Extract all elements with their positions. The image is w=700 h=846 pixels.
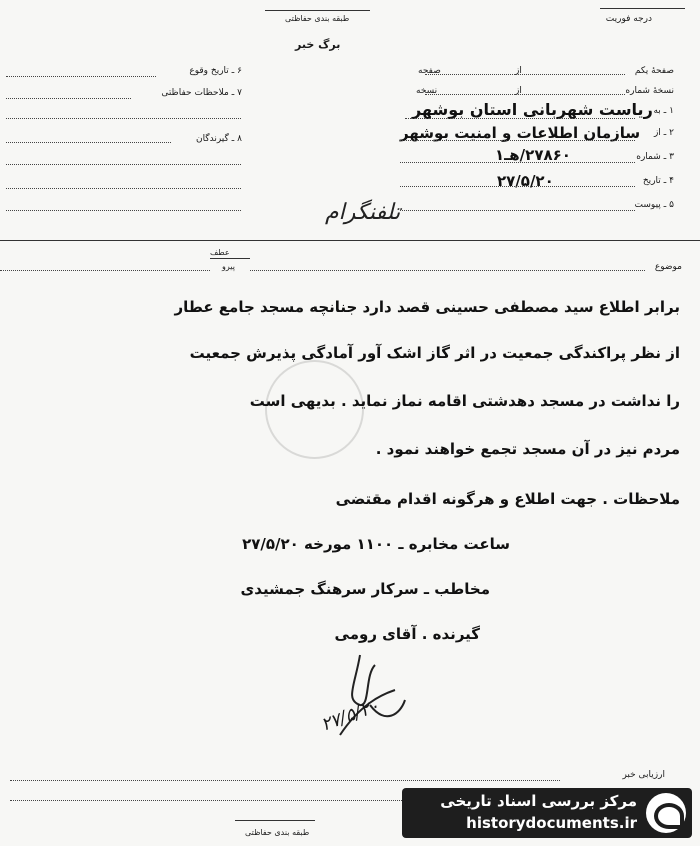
row7-label: ۷ ـ ملاحظات حفاظتی: [161, 88, 242, 98]
row4-dots: [400, 186, 635, 187]
body-line-1: برابر اطلاع سید مصطفی حسینی قصد دارد جنانچه مسجد جامع عطار: [174, 298, 680, 316]
telegram-handwriting: تلفنگرام: [325, 200, 401, 225]
row1-dots: [405, 118, 635, 119]
subject-label: موضوع: [654, 262, 682, 272]
classification-bottom: طبقه بندی حفاظتی: [245, 828, 310, 837]
copy-no-label: نسخهٔ شماره: [625, 86, 674, 96]
row6-label: ۶ ـ تاریخ وقوع: [189, 66, 242, 76]
row1-value: ریاست شهربانی استان بوشهر: [412, 100, 653, 119]
subject-dots-right: [250, 270, 645, 271]
form-title: برگ خبر: [295, 38, 341, 51]
remarks-line: ملاحظات . جهت اطلاع و هرگونه اقدام مقتضی: [335, 490, 680, 508]
urgency-line: [600, 8, 685, 9]
row4-value: ۲۷/۵/۲۰: [497, 172, 554, 190]
receiver-line: گیرنده . آقای رومی: [334, 625, 480, 643]
row7-dots-2: [6, 118, 241, 119]
reference-label: عطف: [210, 248, 230, 257]
row8-dots-3: [6, 188, 241, 189]
subject-dots-left: [0, 270, 210, 271]
row3-label: ۳ ـ شماره: [636, 152, 674, 162]
reference-line: [210, 258, 250, 259]
row5-label: ۵ ـ پیوست: [634, 200, 674, 210]
from-label-1: از: [515, 66, 522, 76]
page-dots: [425, 74, 625, 75]
row3-value: ۲۷۸۶۰/هـ۱: [495, 146, 571, 164]
follow-label: پیرو: [222, 262, 235, 271]
urgency-label: درجه فوریت: [605, 14, 652, 24]
body-line-4: مردم نیز در آن مسجد تجمع خواهند نمود .: [375, 440, 680, 458]
body-line-3: را نداشت در مسجد دهدشتی اقامه نماز نماید . بدیهی است: [249, 392, 680, 410]
page-word: صفحه: [418, 66, 441, 76]
watermark-title: مرکز بررسی اسناد تاریخی: [440, 792, 637, 810]
classification-top-line: [265, 10, 370, 11]
row1-label: ۱ ـ به: [653, 106, 674, 116]
row3-dots: [400, 162, 635, 163]
watermark-logo: [402, 788, 692, 838]
row8-dots: [6, 142, 171, 143]
archive-logo-icon: [646, 793, 686, 833]
addressee-line: مخاطب ـ سرکار سرهنگ جمشیدی: [240, 580, 490, 598]
signature-mark: [300, 645, 420, 745]
row8-dots-2: [6, 164, 241, 165]
signature-date: ۲۷/۵/۲۰: [318, 695, 383, 736]
page-label: صفحهٔ یکم: [634, 66, 674, 76]
copy-word: نسخه: [416, 86, 438, 96]
row2-label: ۲ ـ از: [653, 128, 674, 138]
row8-dots-4: [6, 210, 241, 211]
body-line-2: از نظر پراکندگی جمعیت در اثر گاز اشک آور آمادگی پذیرش جمعیت: [189, 344, 680, 362]
row2-value: سازمان اطلاعات و امنیت بوشهر: [400, 124, 641, 142]
row2-dots: [400, 140, 635, 141]
row4-label: ۴ ـ تاریخ: [642, 176, 674, 186]
row5-dots: [400, 210, 635, 211]
row7-dots: [6, 98, 131, 99]
row6-dots: [6, 76, 156, 77]
call-time-line: ساعت مخابره ـ ۱۱۰۰ مورخه ۲۷/۵/۲۰: [242, 535, 510, 553]
evaluation-label: ارزیابی خبر: [622, 770, 665, 780]
copy-dots: [425, 94, 625, 95]
evaluation-dots: [10, 780, 560, 781]
header-divider: [0, 240, 700, 241]
classification-bottom-line: [235, 820, 315, 821]
watermark-url: historydocuments.ir: [466, 814, 637, 832]
row8-label: ۸ ـ گیرندگان: [195, 134, 242, 144]
classification-top: طبقه بندی حفاظتی: [285, 14, 350, 23]
from-label-2: از: [515, 86, 522, 96]
